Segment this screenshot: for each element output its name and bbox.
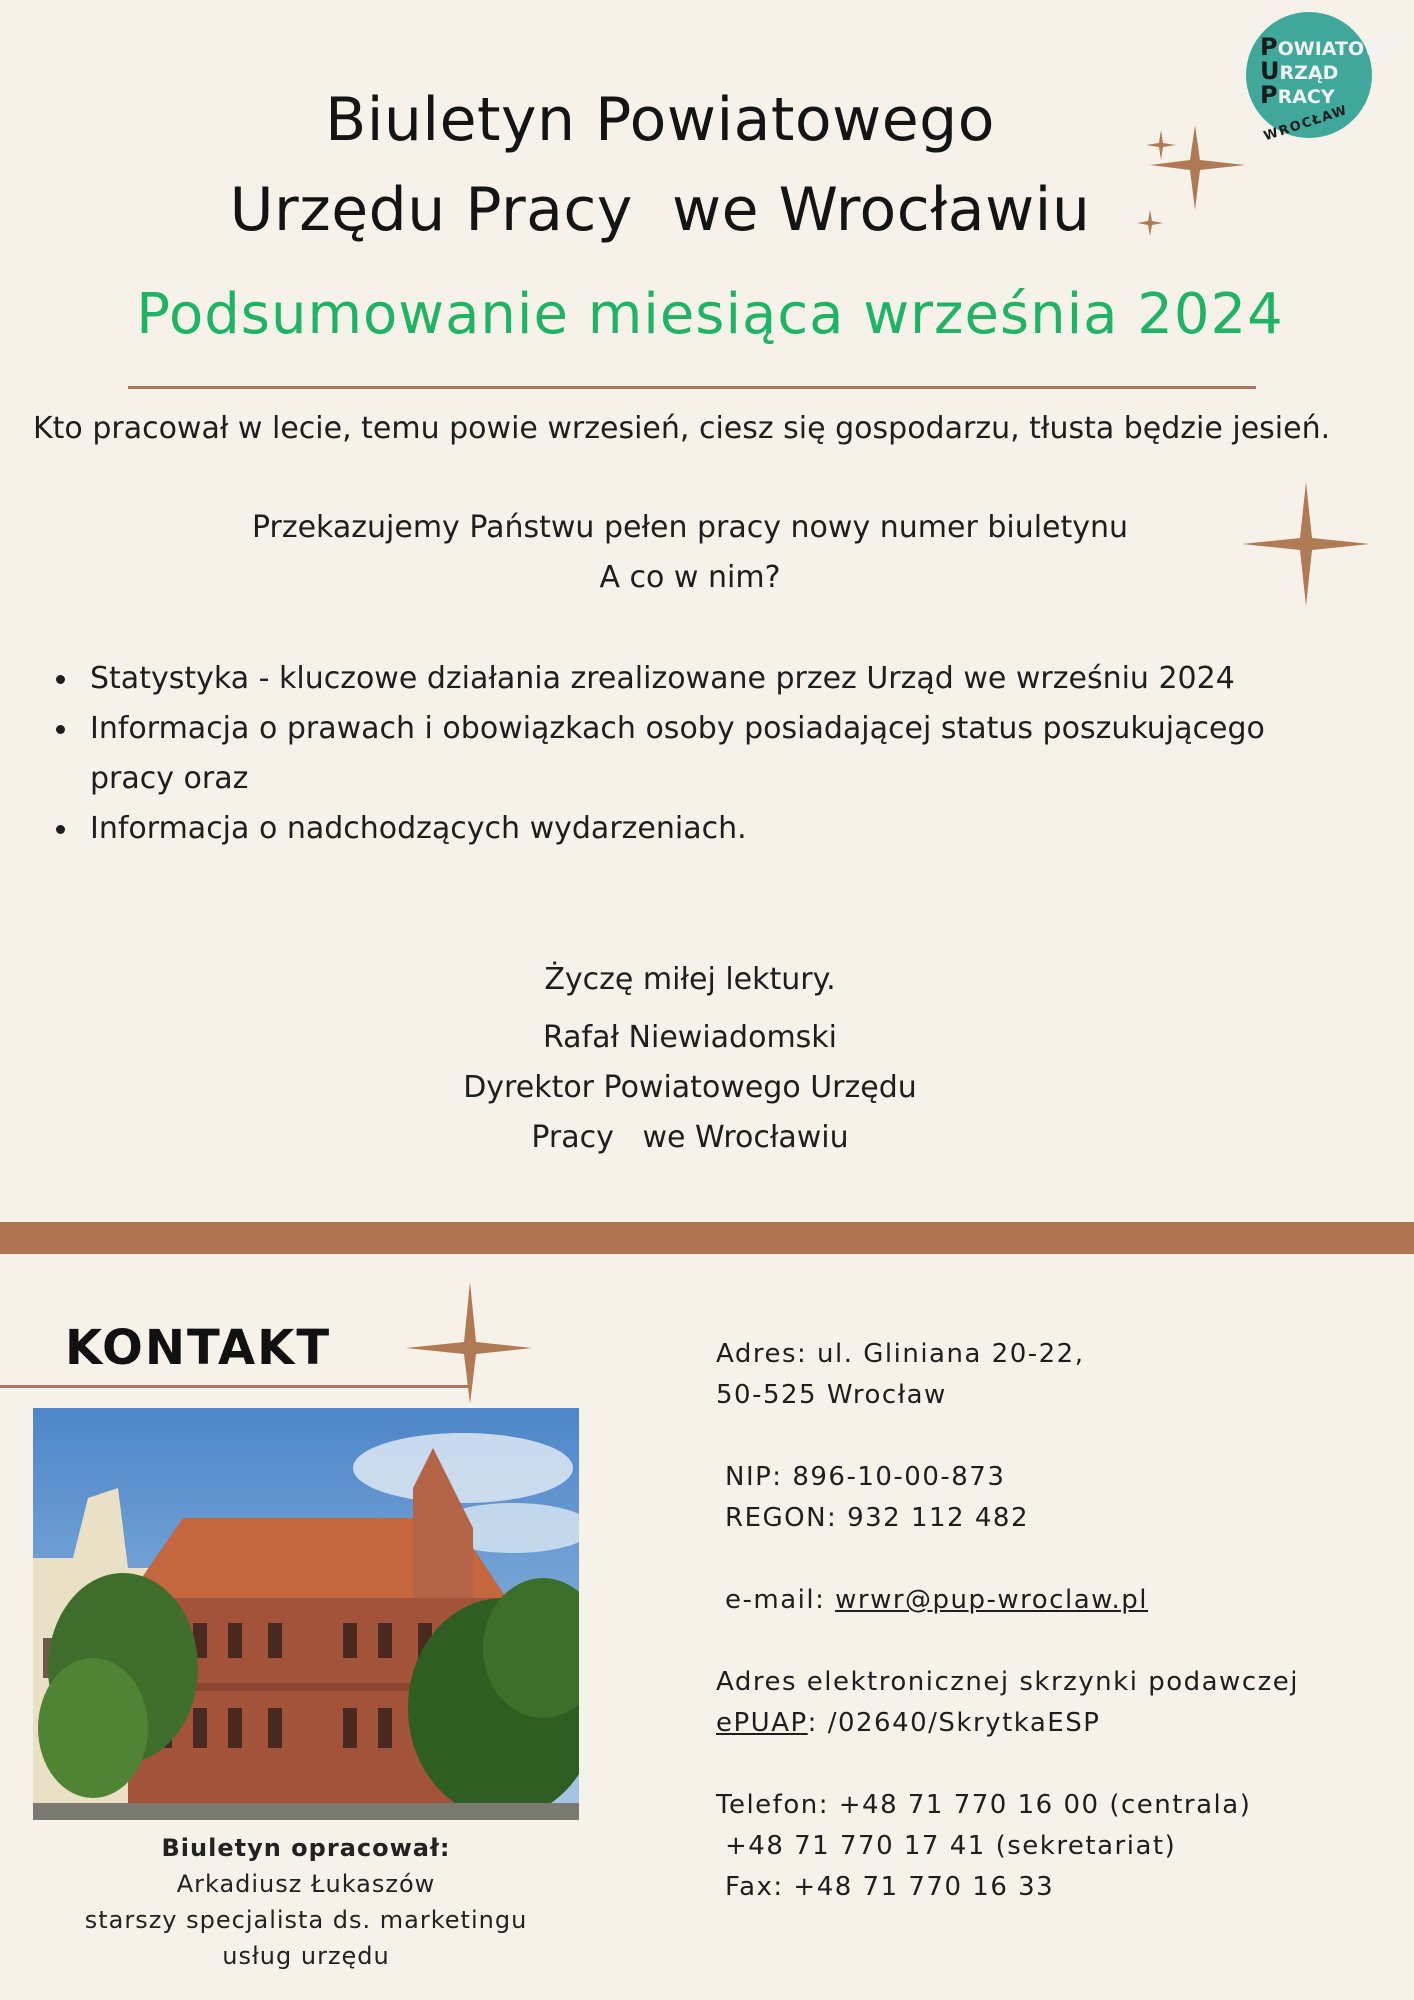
logo-line-2: URZĄD	[1260, 57, 1339, 85]
email-link[interactable]: wrwr@pup-wroclaw.pl	[835, 1585, 1148, 1615]
epuap-line-1: Adres elektronicznej skrzynki podawczej	[716, 1667, 1299, 1697]
email-row	[716, 1580, 1396, 1621]
address-line-1: Adres: ul. Gliniana 20-22,	[716, 1339, 1085, 1369]
credit-name: Arkadiusz Łukaszów	[176, 1870, 436, 1898]
sparkle-icon-mid	[1240, 480, 1380, 610]
header-divider	[128, 386, 1256, 389]
signature-wish: Życzę miłej lektury.	[544, 962, 836, 997]
credit-heading: Biuletyn opracował:	[161, 1834, 451, 1862]
kontakt-underline	[0, 1385, 468, 1388]
contents-list	[56, 654, 1356, 854]
address-line-2: 50-525 Wrocław	[716, 1380, 947, 1410]
page-subtitle: Podsumowanie miesiąca września 2024	[136, 282, 1284, 347]
epuap-link[interactable]: ePUAP	[716, 1708, 808, 1738]
signature-block	[300, 955, 1080, 1163]
credit-role-1: starszy specjalista ds. marketingu	[84, 1906, 528, 1934]
contact-details	[716, 1334, 1396, 1908]
list-item: Informacja o nadchodzących wydarzeniach.	[56, 804, 1356, 854]
signature-name: Rafał Niewiadomski	[542, 1020, 838, 1055]
signature-role-2: Pracy we Wrocławiu	[531, 1120, 849, 1155]
epuap-row	[716, 1703, 1396, 1744]
email-label: e-mail:	[725, 1585, 836, 1615]
logo-line-3: PRACY	[1260, 81, 1335, 109]
credit-role-2: usług urzędu	[222, 1942, 390, 1970]
epuap-value: : /02640/SkrytkaESP	[807, 1708, 1101, 1738]
intro-proverb: Kto pracował w lecie, temu powie wrzesień, ciesz się gospodarzu, tłusta będzie jesień.	[33, 411, 1331, 446]
kontakt-heading: KONTAKT	[65, 1320, 332, 1376]
credit-block	[33, 1830, 579, 1974]
logo-line-1: POWIATOWY	[1260, 33, 1399, 61]
sparkle-icon-kontakt	[400, 1280, 540, 1410]
section-divider-band	[0, 1222, 1414, 1254]
list-item: Statystyka - kluczowe działania zrealizowane przez Urząd we wrześniu 2024	[56, 654, 1356, 704]
list-item: Informacja o prawach i obowiązkach osoby posiadającej status poszukującego pracy oraz	[56, 704, 1356, 804]
intro-pass-line: Przekazujemy Państwu pełen pracy nowy numer biuletynu	[251, 510, 1129, 545]
office-building-photo	[33, 1408, 579, 1820]
logo-city: WROCŁAW	[1262, 102, 1350, 145]
fax: Fax: +48 71 770 16 33	[725, 1872, 1055, 1902]
title-line-1: Biuletyn Powiatowego	[325, 85, 995, 155]
nip: NIP: 896-10-00-873	[725, 1462, 1006, 1492]
phone-secretary: +48 71 770 17 41 (sekretariat)	[725, 1831, 1177, 1861]
regon: REGON: 932 112 482	[725, 1503, 1029, 1533]
page-title	[120, 75, 1200, 255]
pup-logo	[1246, 12, 1406, 162]
intro-question: A co w nim?	[599, 560, 781, 595]
signature-role-1: Dyrektor Powiatowego Urzędu	[463, 1070, 917, 1105]
phone-main: Telefon: +48 71 770 16 00 (centrala)	[716, 1790, 1252, 1820]
title-line-2: Urzędu Pracy we Wrocławiu	[229, 175, 1091, 245]
